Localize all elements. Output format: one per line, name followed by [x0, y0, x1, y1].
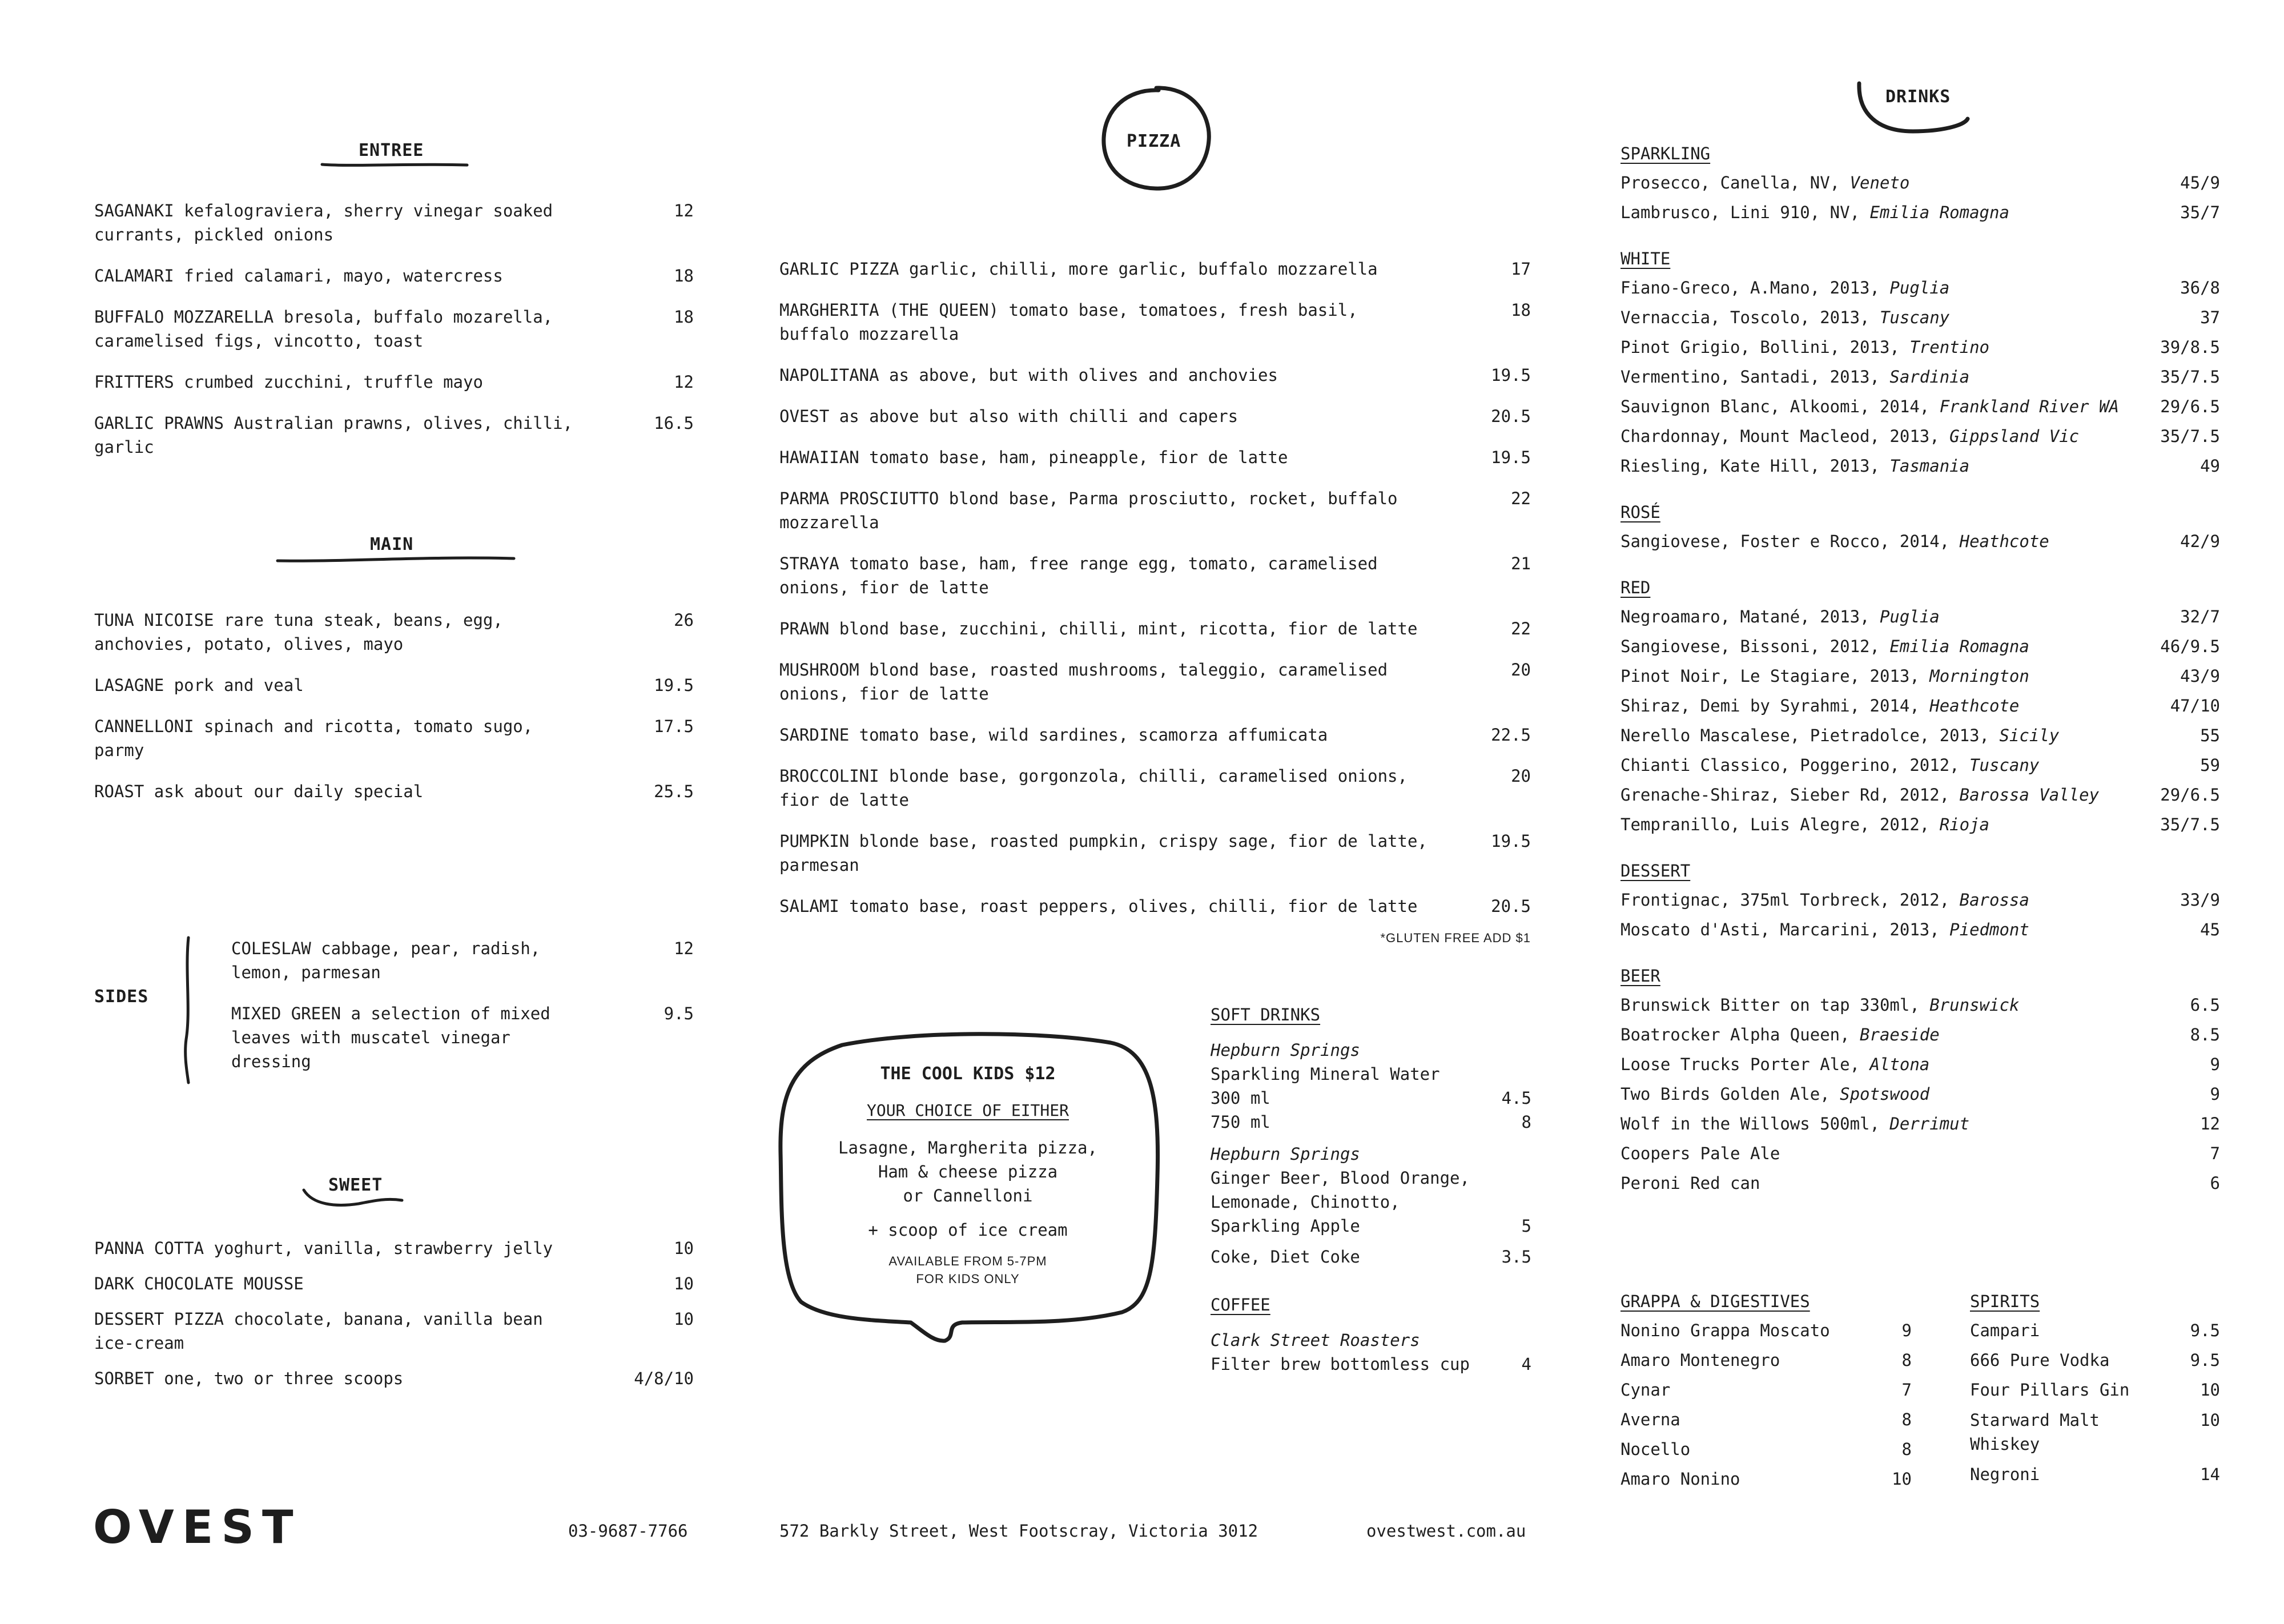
soft-drinks-title: SOFT DRINKS — [1211, 1005, 1321, 1024]
beer-title: BEER — [1620, 966, 1660, 986]
menu-item: Nocello 8 — [1620, 1440, 1912, 1459]
menu-item: ROAST ask about our daily special 25.5 — [94, 782, 694, 801]
sides-title: SIDES — [94, 987, 149, 1007]
wine-list — [1620, 144, 2220, 1198]
entree-list — [94, 199, 694, 459]
menu-item: Negroamaro, Matané, 2013, Puglia 32/7 — [1620, 607, 2220, 626]
menu-item: Amaro Montenegro 8 — [1620, 1350, 1912, 1370]
menu-item: PRAWN blond base, zucchini, chilli, mint, ricotta, fior de latte 22 — [779, 619, 1531, 638]
menu-item: Two Birds Golden Ale, Spotswood 9 — [1620, 1084, 2220, 1104]
menu-item: Wolf in the Willows 500ml, Derrimut 12 — [1620, 1114, 2220, 1133]
gluten-free-note: *GLUTEN FREE ADD $1 — [1380, 931, 1531, 945]
menu-item: PANNA COTTA yoghurt, vanilla, strawberry jelly 10 — [94, 1239, 694, 1258]
pizza-title: PIZZA — [1127, 131, 1181, 151]
menu-item: Coopers Pale Ale 7 — [1620, 1144, 2220, 1163]
white-title: WHITE — [1620, 249, 1671, 268]
menu-item: 300 ml 4.5 — [1211, 1088, 1531, 1108]
menu-item: Chianti Classico, Poggerino, 2012, Tuscany 59 — [1620, 755, 2220, 775]
menu-item: STRAYA tomato base, ham, free range egg, tomato, caramelised onions, fior de latte 21 — [779, 554, 1531, 597]
menu-item: Starward Malt Whiskey 10 — [1970, 1410, 2220, 1454]
sweet-title: SWEET — [328, 1175, 383, 1195]
spirits-list — [1970, 1292, 2220, 1489]
pizza-list — [779, 257, 1531, 946]
sweet-title-swoosh — [301, 1188, 404, 1211]
menu-item: Cynar 7 — [1620, 1380, 1912, 1400]
menu-item: Riesling, Kate Hill, 2013, Tasmania 49 — [1620, 456, 2220, 476]
kids-menu — [805, 1062, 1131, 1288]
soft-drinks-brand: Hepburn Springs — [1211, 1040, 1360, 1060]
soft-drinks-brand: Hepburn Springs — [1211, 1144, 1360, 1164]
menu-item: Moscato d'Asti, Marcarini, 2013, Piedmont 45 — [1620, 920, 2220, 939]
menu-item: Pinot Grigio, Bollini, 2013, Trentino 39/8.5 — [1620, 337, 2220, 357]
menu-item: Chardonnay, Mount Macleod, 2013, Gippsland Vic 35/7.5 — [1620, 427, 2220, 446]
entree-title-underline — [321, 162, 469, 168]
menu-item: MIXED GREEN a selection of mixed leaves with muscatel vinegar dressing 9.5 — [231, 1004, 694, 1071]
menu-item: Fiano-Greco, A.Mano, 2013, Puglia 36/8 — [1620, 278, 2220, 298]
kids-extra: + scoop of ice cream — [868, 1220, 1068, 1240]
main-title: MAIN — [370, 534, 414, 554]
main-title-underline — [276, 555, 516, 564]
menu-item: MUSHROOM blond base, roasted mushrooms, taleggio, caramelised onions, fior de latte 20 — [779, 660, 1531, 704]
menu-item: CALAMARI fried calamari, mayo, watercress 18 — [94, 266, 694, 286]
menu-item: TUNA NICOISE rare tuna steak, beans, egg, anchovies, potato, olives, mayo 26 — [94, 610, 694, 654]
menu-item: Prosecco, Canella, NV, Veneto 45/9 — [1620, 173, 2220, 192]
menu-item: GARLIC PRAWNS Australian prawns, olives, chilli, garlic 16.5 — [94, 413, 694, 457]
menu-item: Sauvignon Blanc, Alkoomi, 2014, Frankland River WA 29/6.5 — [1620, 397, 2220, 416]
spirits-title: SPIRITS — [1970, 1292, 2040, 1311]
menu-item: Amaro Nonino 10 — [1620, 1469, 1912, 1489]
menu-item: Campari 9.5 — [1970, 1321, 2220, 1340]
soft-drinks — [1211, 1003, 1531, 1376]
menu-item: OVEST as above but also with chilli and capers 20.5 — [779, 407, 1531, 426]
kids-note: AVAILABLE FROM 5-7PM FOR KIDS ONLY — [888, 1254, 1047, 1286]
menu-item: PUMPKIN blonde base, roasted pumpkin, crispy sage, fior de latte, parmesan 19.5 — [779, 831, 1531, 875]
sides-list — [231, 936, 694, 1074]
menu-item: Sangiovese, Foster e Rocco, 2014, Heathcote 42/9 — [1620, 532, 2220, 551]
entree-title: ENTREE — [359, 140, 424, 160]
menu-item: DESSERT PIZZA chocolate, banana, vanilla bean ice-cream 10 — [94, 1309, 694, 1353]
menu-item: MARGHERITA (THE QUEEN) tomato base, tomatoes, fresh basil, buffalo mozzarella 18 — [779, 300, 1531, 344]
menu-item: BUFFALO MOZZARELLA bresola, buffalo mozarella, caramelised figs, vincotto, toast 18 — [94, 307, 694, 351]
menu-item: DARK CHOCOLATE MOUSSE 10 — [94, 1274, 694, 1293]
menu-item: Four Pillars Gin 10 — [1970, 1380, 2220, 1400]
menu-item: BROCCOLINI blonde base, gorgonzola, chilli, caramelised onions, fior de latte 20 — [779, 766, 1531, 810]
menu-item: Vermentino, Santadi, 2013, Sardinia 35/7.5 — [1620, 367, 2220, 387]
drinks-title: DRINKS — [1885, 87, 1951, 107]
sparkling-title: SPARKLING — [1620, 144, 1711, 163]
menu-item: COLESLAW cabbage, pear, radish, lemon, parmesan 12 — [231, 939, 694, 982]
menu-item: PARMA PROSCIUTTO blond base, Parma prosciutto, rocket, buffalo mozzarella 22 — [779, 489, 1531, 532]
menu-item: Lambrusco, Lini 910, NV, Emilia Romagna 35/7 — [1620, 203, 2220, 222]
main-list — [94, 608, 694, 803]
menu-item: HAWAIIAN tomato base, ham, pineapple, fior de latte 19.5 — [779, 448, 1531, 467]
menu-item: SARDINE tomato base, wild sardines, scamorza affumicata 22.5 — [779, 725, 1531, 745]
sides-bracket — [182, 936, 193, 1085]
menu-item: SALAMI tomato base, roast peppers, olives, chilli, fior de latte 20.5 — [779, 897, 1531, 916]
menu-item: LASAGNE pork and veal 19.5 — [94, 676, 694, 695]
menu-item: Shiraz, Demi by Syrahmi, 2014, Heathcote 47/10 — [1620, 696, 2220, 715]
kids-subtitle: YOUR CHOICE OF EITHER — [866, 1101, 1069, 1120]
menu-item: Pinot Noir, Le Stagiare, 2013, Mornington 43/9 — [1620, 666, 2220, 686]
footer-phone: 03-9687-7766 — [568, 1521, 688, 1541]
kids-title: THE COOL KIDS $12 — [880, 1064, 1056, 1084]
menu-item: 750 ml 8 — [1211, 1112, 1531, 1132]
menu-item: GARLIC PIZZA garlic, chilli, more garlic, buffalo mozzarella 17 — [779, 259, 1531, 279]
dessert-wine-title: DESSERT — [1620, 861, 1691, 881]
grappa-title: GRAPPA & DIGESTIVES — [1620, 1292, 1810, 1311]
footer-address: 572 Barkly Street, West Footscray, Victoria 3012 — [779, 1521, 1258, 1541]
menu-item: Frontignac, 375ml Torbreck, 2012, Barossa 33/9 — [1620, 890, 2220, 910]
coffee-roaster: Clark Street Roasters — [1211, 1330, 1420, 1350]
menu-item: CANNELLONI spinach and ricotta, tomato sugo, parmy 17.5 — [94, 717, 694, 760]
menu-item: Coke, Diet Coke 3.5 — [1211, 1247, 1531, 1267]
sweet-list — [94, 1236, 694, 1390]
water-label: Sparkling Mineral Water — [1211, 1064, 1440, 1084]
menu-item: Averna 8 — [1620, 1410, 1912, 1429]
menu-item: NAPOLITANA as above, but with olives and anchovies 19.5 — [779, 365, 1531, 385]
grappa-list — [1620, 1292, 1912, 1494]
menu-item: Boatrocker Alpha Queen, Braeside 8.5 — [1620, 1025, 2220, 1044]
brand-logo: OVEST — [93, 1501, 301, 1554]
kids-choices: Lasagne, Margherita pizza, Ham & cheese pizza or Cannelloni — [838, 1138, 1097, 1205]
red-title: RED — [1620, 578, 1651, 597]
menu-item: Loose Trucks Porter Ale, Altona 9 — [1620, 1055, 2220, 1074]
menu-item: 666 Pure Vodka 9.5 — [1970, 1350, 2220, 1370]
menu-item: Vernaccia, Toscolo, 2013, Tuscany 37 — [1620, 308, 2220, 327]
menu-item: FRITTERS crumbed zucchini, truffle mayo 12 — [94, 372, 694, 392]
menu-item: Nonino Grappa Moscato 9 — [1620, 1321, 1912, 1340]
menu-item: Sangiovese, Bissoni, 2012, Emilia Romagna 46/9.5 — [1620, 637, 2220, 656]
rose-title: ROSÉ — [1620, 503, 1660, 522]
menu-item: Tempranillo, Luis Alegre, 2012, Rioja 35/7.5 — [1620, 815, 2220, 834]
coffee-title: COFFEE — [1211, 1295, 1270, 1315]
menu-item: Filter brew bottomless cup 4 — [1211, 1354, 1531, 1374]
menu-item: Peroni Red can 6 — [1620, 1173, 2220, 1193]
menu-item: SORBET one, two or three scoops 4/8/10 — [94, 1369, 694, 1388]
footer-website: ovestwest.com.au — [1366, 1521, 1526, 1541]
menu-item: SAGANAKI kefalograviera, sherry vinegar soaked currants, pickled onions 12 — [94, 201, 694, 244]
menu-item: Brunswick Bitter on tap 330ml, Brunswick 6.5 — [1620, 995, 2220, 1015]
menu-item: Nerello Mascalese, Pietradolce, 2013, Sicily 55 — [1620, 726, 2220, 745]
menu-item: Ginger Beer, Blood Orange, Lemonade, Chinotto, Sparkling Apple 5 — [1211, 1168, 1531, 1236]
menu-item: Grenache-Shiraz, Sieber Rd, 2012, Barossa Valley 29/6.5 — [1620, 785, 2220, 805]
menu-item: Negroni 14 — [1970, 1465, 2220, 1484]
